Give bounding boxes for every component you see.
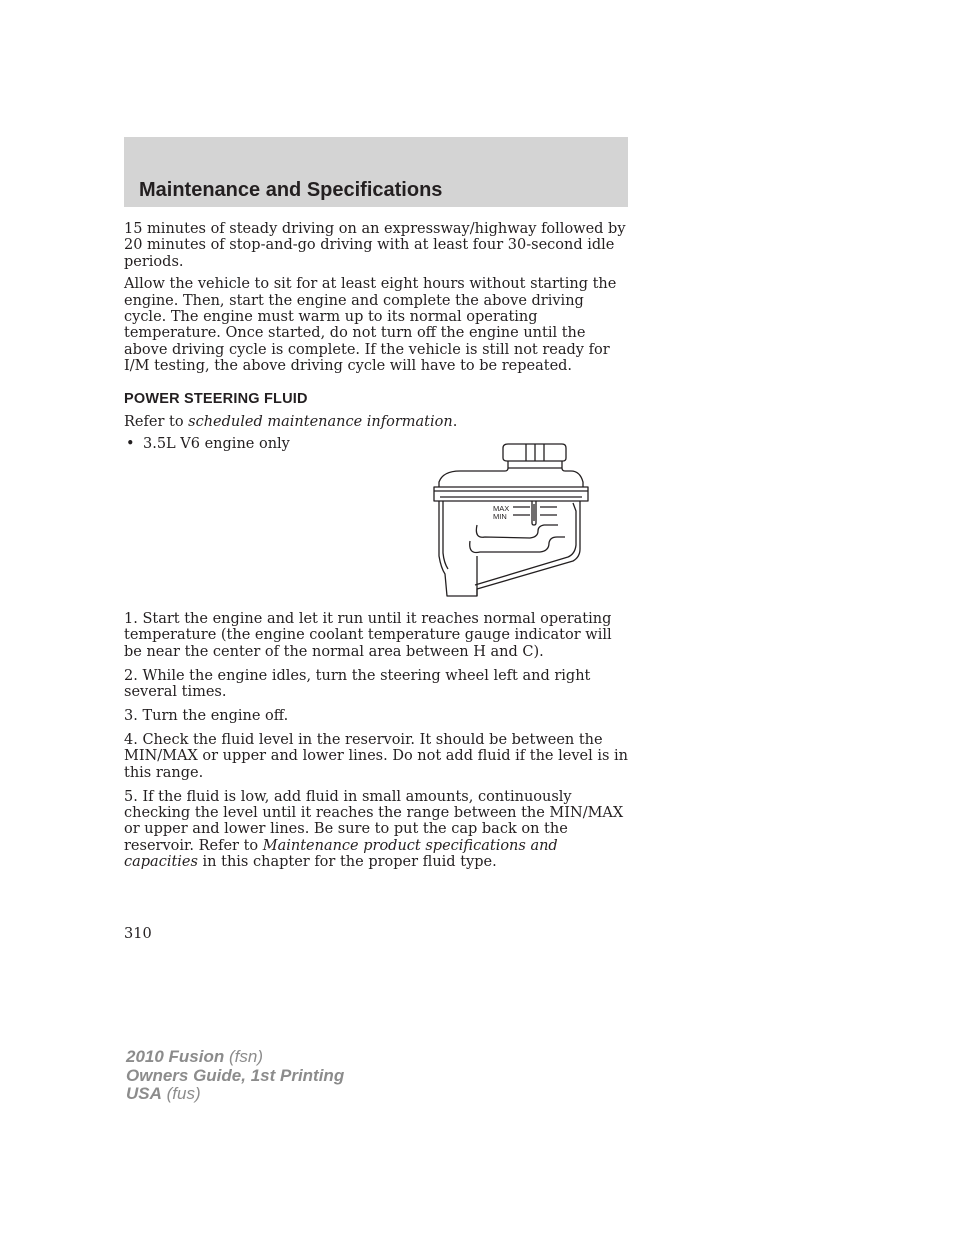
page-number: 310: [124, 926, 152, 942]
step-3: 3. Turn the engine off.: [124, 708, 289, 725]
step-4: 4. Check the fluid level in the reservoir. It should be between the MIN/MAX or upper and lower lines. Do not add fluid if the level is in this range.: [124, 731, 629, 781]
refer-link-text: scheduled maintenance information: [188, 414, 453, 431]
main-content: [124, 221, 629, 453]
footer-model-code: (fsn): [224, 1047, 263, 1066]
document-footer: [126, 1048, 344, 1104]
footer-guide: Owners Guide, 1st Printing: [126, 1065, 345, 1085]
refer-line: [124, 414, 629, 430]
reservoir-drawing: [430, 441, 592, 599]
step-5-text: 5. If the fluid is low, add fluid in small amounts, continuously checking the level until it reaches the range between the MIN/MAX or upper and lower lines. Be sure to put the cap back on the reservoir. Refer to: [124, 788, 624, 854]
max-label: MAX: [493, 504, 510, 513]
intro-paragraph-2: Allow the vehicle to sit for at least eight hours without starting the engine. Then, start the engine and complete the above driving cycle. The engine must warm up to its normal operating temperature. Once started, do not turn off the engine until the above driving cycle is complete. If the vehicle is still not ready for I/M testing, the above driving cycle will have to be repeated.: [124, 276, 617, 375]
min-label: MIN: [493, 512, 507, 521]
section-header-band: [124, 137, 628, 207]
reservoir-illustration: [430, 441, 592, 599]
refer-prefix: Refer to: [124, 414, 189, 431]
step-5-reference: Maintenance product specifications and capacities: [124, 837, 558, 871]
footer-market-code: (fus): [161, 1084, 201, 1104]
step-5: [124, 789, 629, 871]
intro-paragraph-1: 15 minutes of steady driving on an expressway/highway followed by 20 minutes of stop-and-go driving with at least four 30-second idle periods.: [124, 221, 626, 270]
bullet-marker: •: [126, 436, 135, 453]
footer-line-1: [126, 1048, 344, 1067]
footer-model: 2010 Fusion: [126, 1047, 225, 1066]
footer-line-3: [126, 1085, 344, 1104]
procedure-steps: [124, 611, 629, 878]
footer-market: USA: [126, 1084, 162, 1104]
power-steering-heading: POWER STEERING FLUID: [124, 390, 308, 407]
refer-suffix: .: [452, 414, 458, 431]
step-1: 1. Start the engine and let it run until it reaches normal operating temperature (the engine coolant temperature gauge indicator will be near the center of the normal area between H and C).: [124, 611, 612, 660]
step-2: 2. While the engine idles, turn the steering wheel left and right several times.: [124, 667, 591, 701]
step-5-suffix: in this chapter for the proper fluid type.: [197, 854, 497, 871]
section-title: Maintenance and Specifications: [139, 179, 443, 201]
bullet-text: 3.5L V6 engine only: [143, 436, 290, 453]
footer-line-2: [126, 1067, 344, 1086]
